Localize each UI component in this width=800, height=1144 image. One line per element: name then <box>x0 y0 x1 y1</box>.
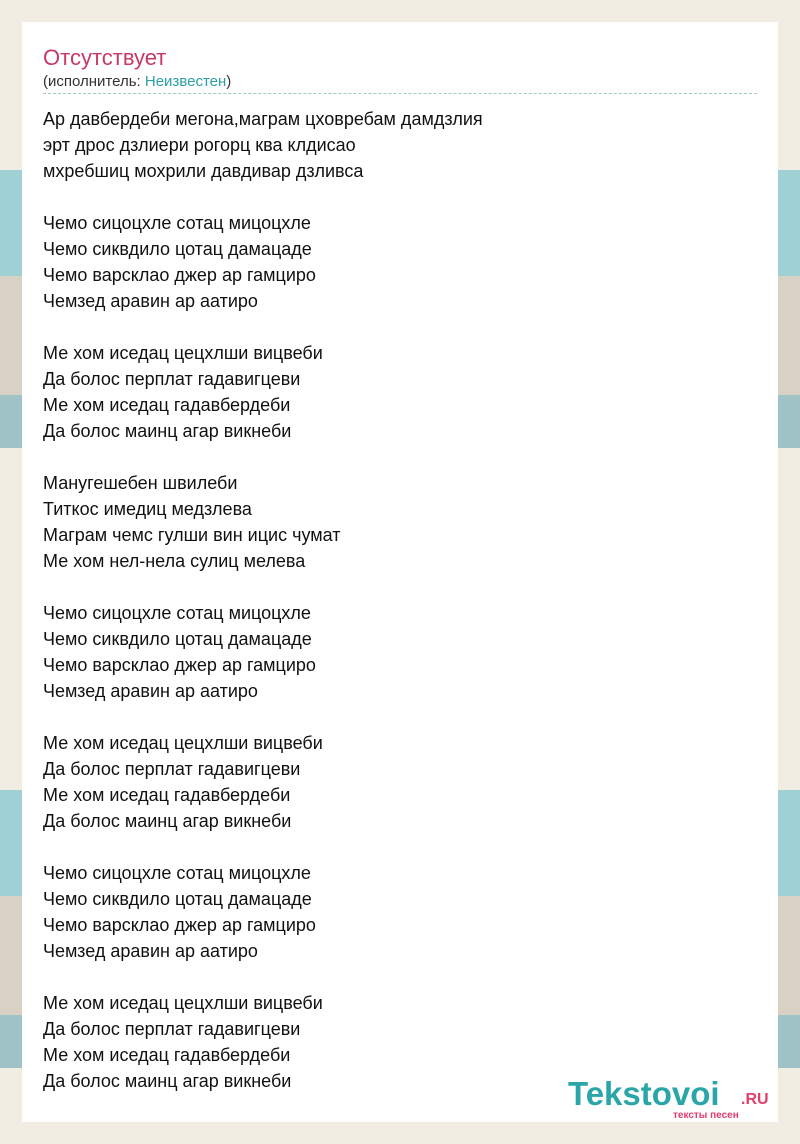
lyric-line: Ме хом иседац цецхлши вицвеби <box>43 343 323 363</box>
lyric-line: Манугешебен швилеби <box>43 473 238 493</box>
lyric-line: Ар давбердеби мегона,маграм цховребам дамдзлия <box>43 109 483 129</box>
lyric-line: Да болос перплат гадавигцеви <box>43 759 301 779</box>
stanza <box>43 600 757 704</box>
stanza <box>43 106 757 184</box>
lyric-line: Маграм чемс гулши вин ицис чумат <box>43 525 341 545</box>
lyric-line: Ме хом иседац цецхлши вицвеби <box>43 993 323 1013</box>
lyric-line: Ме хом иседац гадавбердеби <box>43 395 291 415</box>
logo-tagline: тексты песен <box>673 1110 739 1121</box>
lyric-line: мхребшиц мохрили давдивар дзливса <box>43 161 364 181</box>
lyric-line: Ме хом иседац гадавбердеби <box>43 785 291 805</box>
lyric-line: Чемо сиквдило цотац дамацаде <box>43 239 312 259</box>
lyric-line: Чемо варсклао джер ар гамциро <box>43 265 316 285</box>
artist-suffix: ) <box>226 73 232 90</box>
lyric-line: Да болос перплат гадавигцеви <box>43 1019 301 1039</box>
title-divider <box>43 93 757 94</box>
lyric-line: Чемо варсклао джер ар гамциро <box>43 915 316 935</box>
lyric-line: Чемо сиквдило цотац дамацаде <box>43 629 312 649</box>
lyric-line: Ме хом иседац цецхлши вицвеби <box>43 733 323 753</box>
stanza <box>43 340 757 444</box>
lyric-line: Чемо варсклао джер ар гамциро <box>43 655 316 675</box>
tekstovoi-logo[interactable] <box>568 1074 768 1124</box>
lyric-line: Чемо сицоцхле сотац мицоцхле <box>43 863 311 883</box>
lyric-line: Чемзед аравин ар аатиро <box>43 941 258 961</box>
artist-link[interactable]: Неизвестен <box>144 73 227 90</box>
lyric-line: Чемо сиквдило цотац дамацаде <box>43 889 312 909</box>
lyric-line: Чемо сицоцхле сотац мицоцхле <box>43 603 311 623</box>
lyric-line: Чемзед аравин ар аатиро <box>43 291 258 311</box>
stanza <box>43 860 757 964</box>
lyric-line: Титкос имедиц медзлева <box>43 499 252 519</box>
lyrics-sheet <box>22 22 778 1122</box>
lyric-line: Чемзед аравин ар аатиро <box>43 681 258 701</box>
lyric-line: Чемо сицоцхле сотац мицоцхле <box>43 213 311 233</box>
stanza <box>43 470 757 574</box>
logo-wordmark: Tekstovoi <box>568 1075 720 1112</box>
stanza <box>43 730 757 834</box>
song-title: Отсутствует <box>43 45 167 70</box>
logo-domain-suffix: .RU <box>741 1091 769 1108</box>
lyric-line: Ме хом иседац гадавбердеби <box>43 1045 291 1065</box>
artist-prefix: (исполнитель: <box>43 73 145 90</box>
lyric-line: Да болос маинц агар викнеби <box>43 811 292 831</box>
lyrics-body <box>43 106 757 1120</box>
lyric-line: Да болос маинц агар викнеби <box>43 421 292 441</box>
artist-line <box>43 73 231 91</box>
lyric-line: Ме хом нел-нела сулиц мелева <box>43 551 306 571</box>
lyric-line: Да болос маинц агар викнеби <box>43 1071 292 1091</box>
stanza <box>43 210 757 314</box>
lyric-line: Да болос перплат гадавигцеви <box>43 369 301 389</box>
lyric-line: эрт дрос дзлиери рогорц ква клдисао <box>43 135 356 155</box>
